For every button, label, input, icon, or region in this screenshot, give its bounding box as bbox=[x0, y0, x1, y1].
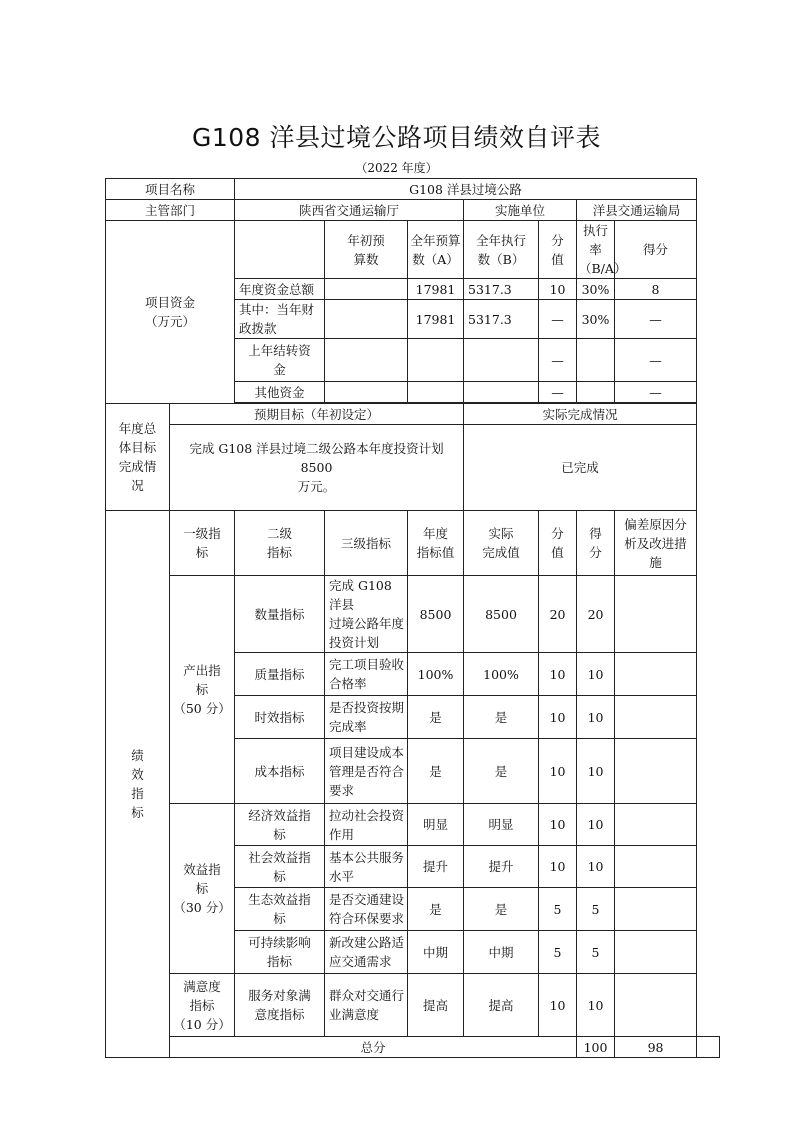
table-row: 效益指 标 （30 分） 经济效益指 标 拉动社会投资 作用 明显 明显 10 10 bbox=[106, 804, 720, 846]
benefit-indicator-label: 效益指 标 （30 分） bbox=[170, 804, 235, 974]
other-funds-label: 其他资金 bbox=[235, 382, 325, 403]
perf-header-got: 得 分 bbox=[577, 511, 615, 576]
funds-label: 项目资金 （万元） bbox=[106, 221, 235, 404]
perf-header-actual: 实际 完成值 bbox=[464, 511, 539, 576]
funds-header-initial: 年初预 算数 bbox=[325, 221, 408, 279]
perf-header-l1: 一级指 标 bbox=[170, 511, 235, 576]
table-row: 时效指标 是否投资按期 完成率 是 是 10 10 bbox=[106, 696, 720, 739]
satisfaction-indicator-label: 满意度 指标 （10 分） bbox=[170, 974, 235, 1037]
table-row: 产出指 标 （50 分） 数量指标 完成 G108 洋县 过境公路年度 投资计划 8500 8500 20 20 bbox=[106, 576, 720, 653]
carry-over-label: 上年结转资 金 bbox=[235, 339, 325, 382]
total-row bbox=[106, 1037, 720, 1058]
dept-value: 陕西省交通运输厅 bbox=[235, 200, 464, 221]
table-row: 可持续影响 指标 新改建公路适 应交通需求 中期 中期 5 5 bbox=[106, 931, 720, 974]
actual-goal-header: 实际完成情况 bbox=[464, 404, 697, 425]
table-row: 满意度 指标 （10 分） 服务对象满 意度指标 群众对交通行 业满意度 提高 提高 10 10 bbox=[106, 974, 720, 1037]
table-row: 其他资金 — — bbox=[106, 382, 720, 403]
expected-goal-text: 完成 G108 洋县过境二级公路本年度投资计划 8500 万元。 bbox=[170, 425, 464, 511]
total-score: 100 bbox=[577, 1037, 615, 1058]
funds-header-exec: 全年执行 数（B） bbox=[464, 221, 539, 279]
funds-header-annual: 全年预算 数（A） bbox=[408, 221, 464, 279]
output-indicator-label: 产出指 标 （50 分） bbox=[170, 576, 235, 804]
table-row: 质量指标 完工项目验收 合格率 100% 100% 10 10 bbox=[106, 653, 720, 696]
table-row: 其中：当年财政拨款 17981 5317.3 — 30% — bbox=[106, 300, 720, 339]
perf-header-score: 分 值 bbox=[539, 511, 577, 576]
perf-header-target: 年度 指标值 bbox=[408, 511, 464, 576]
table-row: 上年结转资 金 — — bbox=[106, 339, 720, 382]
perf-header-deviation: 偏差原因分 析及改进措 施 bbox=[615, 511, 697, 576]
unit-label: 实施单位 bbox=[464, 200, 577, 221]
actual-goal-text: 已完成 bbox=[464, 425, 697, 511]
perf-header-l2: 二级 指标 bbox=[235, 511, 325, 576]
goals-label: 年度总 体目标 完成情 况 bbox=[106, 404, 170, 511]
funds-header-got: 得分 bbox=[615, 221, 697, 279]
table-row: 成本指标 项目建设成本 管理是否符合 要求 是 是 10 10 bbox=[106, 739, 720, 804]
unit-value: 洋县交通运输局 bbox=[577, 200, 697, 221]
table-row: 生态效益指 标 是否交通建设 符合环保要求 是 是 5 5 bbox=[106, 888, 720, 931]
funds-header-rate: 执行率 （B/A） bbox=[577, 221, 615, 279]
year-subtitle: （2022 年度） bbox=[355, 161, 438, 175]
perf-label: 绩 效 指 标 bbox=[106, 511, 170, 1058]
page-title: G108 洋县过境公路项目绩效自评表 bbox=[191, 123, 602, 152]
table-row: 年度资金总额 17981 5317.3 10 30% 8 bbox=[106, 279, 720, 300]
total-got: 98 bbox=[615, 1037, 697, 1058]
total-label: 总分 bbox=[170, 1037, 577, 1058]
evaluation-table bbox=[105, 178, 720, 1058]
funds-header-score: 分 值 bbox=[539, 221, 577, 279]
project-name-value: G108 洋县过境公路 bbox=[235, 179, 697, 200]
table-row: 社会效益指 标 基本公共服务 水平 提升 提升 10 10 bbox=[106, 846, 720, 888]
perf-header-l3: 三级指标 bbox=[325, 511, 408, 576]
dept-label: 主管部门 bbox=[106, 200, 235, 221]
expected-goal-header: 预期目标（年初设定） bbox=[170, 404, 464, 425]
project-name-label: 项目名称 bbox=[106, 179, 235, 200]
